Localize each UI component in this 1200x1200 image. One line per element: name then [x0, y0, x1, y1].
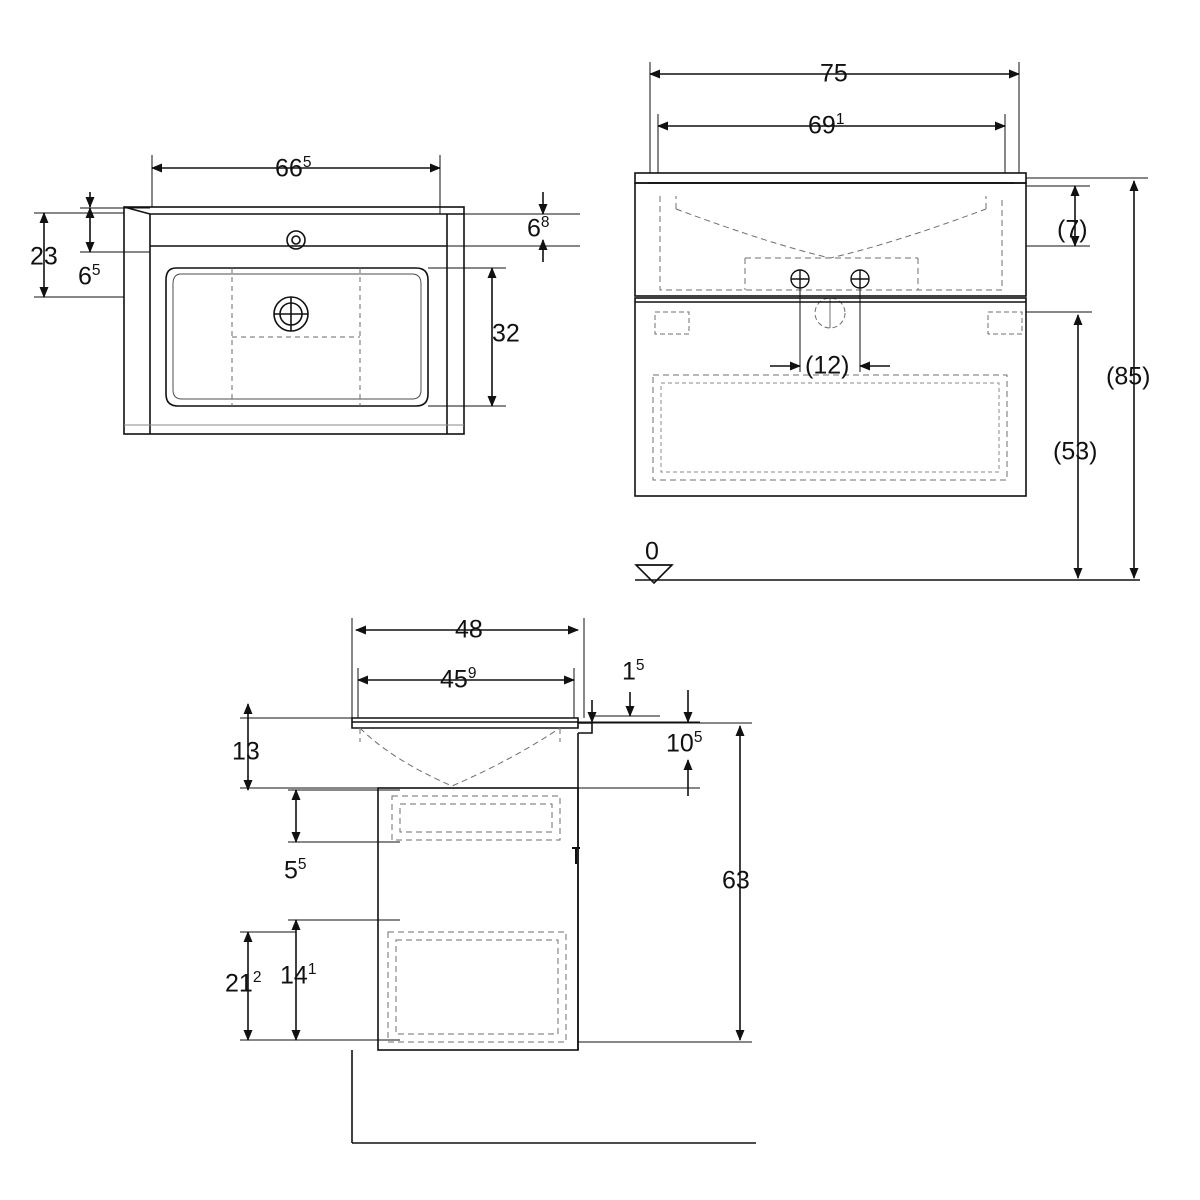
dimension-label-side-total-depth: 48 [455, 615, 483, 644]
top-view-dimensions [34, 155, 580, 406]
dimension-label-side-cabinet-depth: $45^9$ [440, 665, 477, 694]
dimension-label-front-basin-height: (7) [1057, 215, 1088, 244]
side-view-geometry [352, 718, 756, 1143]
dimension-label-front-cabinet-height: (53) [1053, 437, 1098, 466]
dimension-label-front-total-width: 75 [820, 59, 848, 88]
dimension-label-top-depth-basin: 32 [492, 319, 520, 348]
top-view-geometry [124, 207, 464, 434]
front-view-dimensions [650, 59, 1151, 578]
dimension-label-side-drawer-lower-outer: $21^2$ [225, 969, 262, 998]
dimension-label-top-width: $66^5$ [275, 154, 312, 183]
dimension-label-top-height-total: 23 [30, 242, 58, 271]
dimension-label-top-rear-offset: $6^8$ [527, 214, 550, 243]
dimension-label-front-floor-level: 0 [645, 537, 659, 566]
dimension-label-side-basin-rear-height: $10^5$ [666, 729, 703, 758]
side-view-dimensions [240, 615, 752, 1042]
dimension-label-side-total-height: 63 [722, 866, 750, 895]
dimension-label-side-basin-front-height: 13 [232, 737, 260, 766]
dimension-label-top-rear-shelf: $6^5$ [78, 262, 101, 291]
dimension-label-front-cabinet-width: $69^1$ [808, 111, 845, 140]
dimension-label-side-drawer-upper: $5^5$ [284, 856, 307, 885]
dimension-label-side-drawer-lower: $14^1$ [280, 961, 317, 990]
dimension-label-side-front-overhang: $1^5$ [622, 657, 645, 686]
dimension-label-front-tap-spacing: (12) [805, 351, 850, 380]
dimension-label-front-total-height: (85) [1106, 362, 1151, 391]
